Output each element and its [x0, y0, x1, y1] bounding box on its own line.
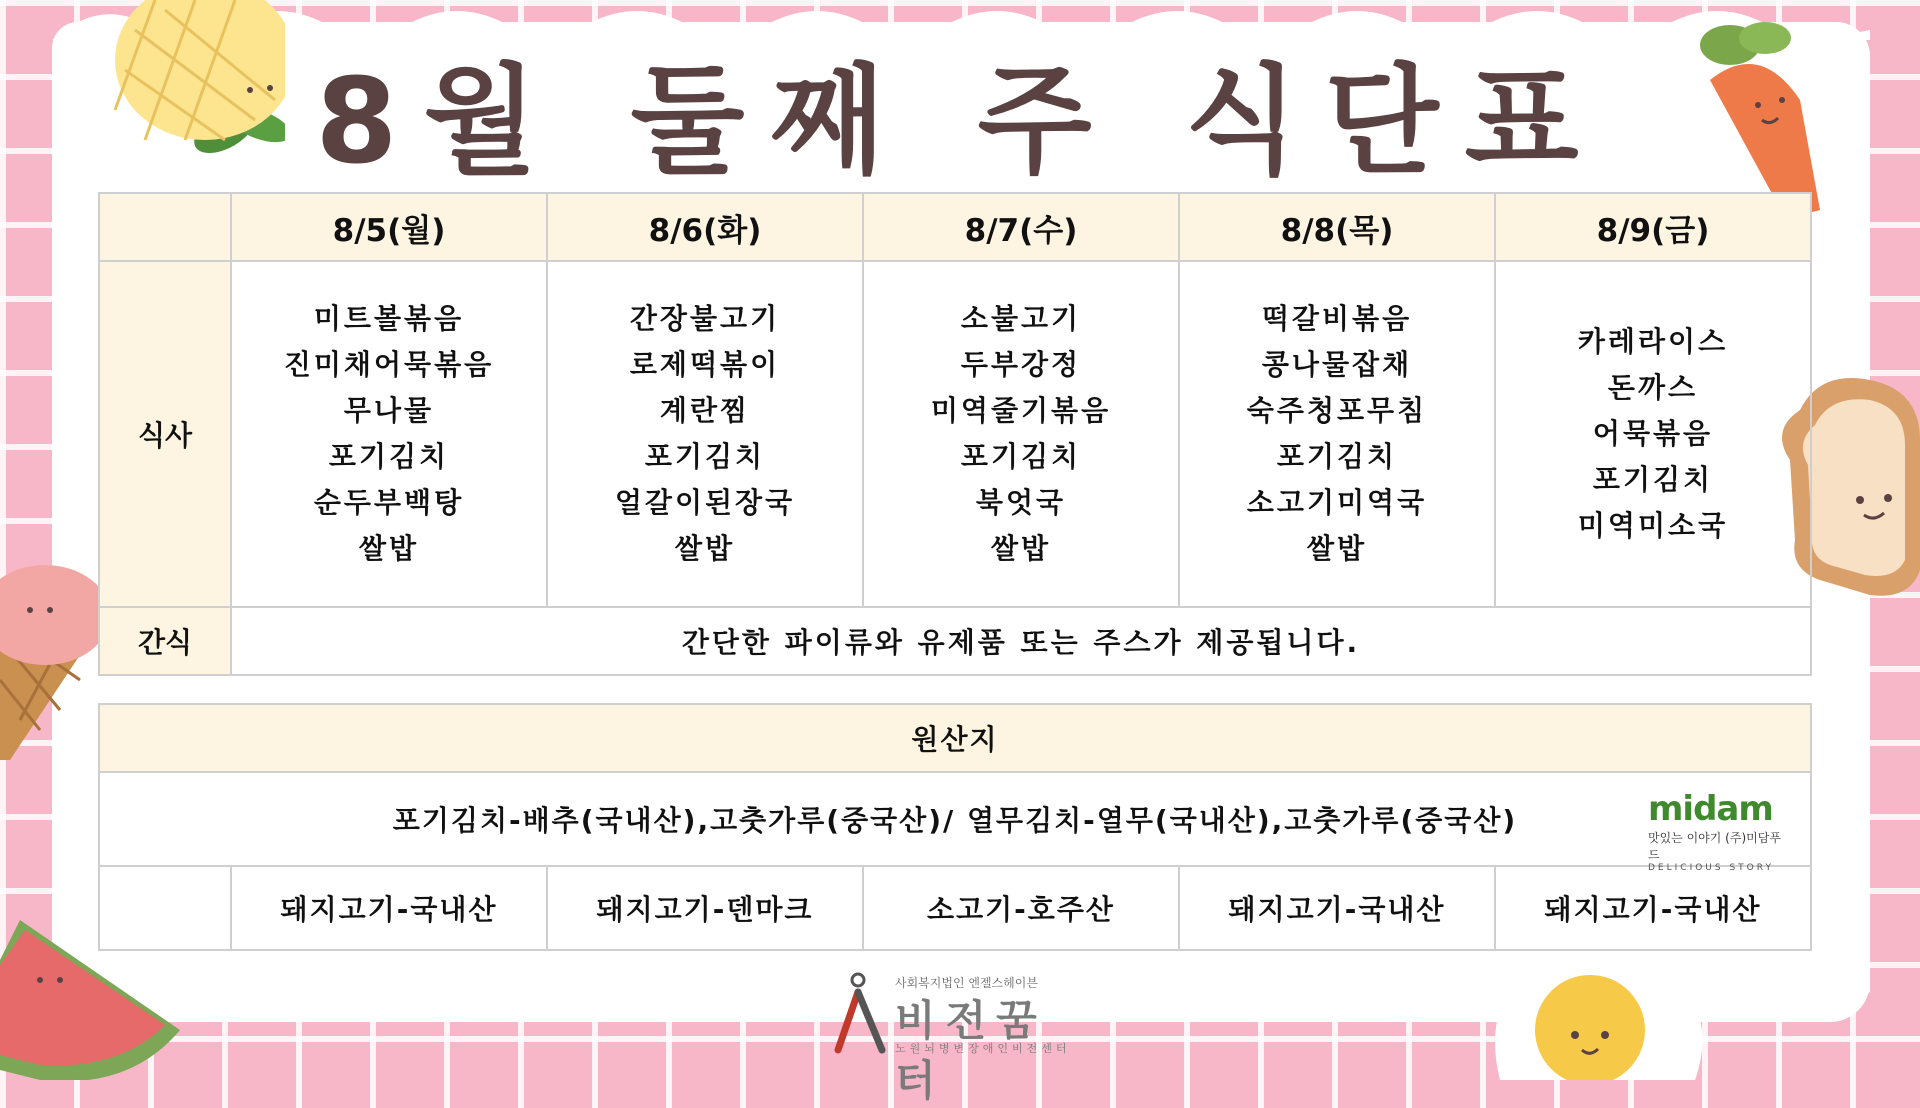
origin-kimchi-row: [99, 772, 1811, 866]
menu-item: 쌀밥: [990, 532, 1052, 565]
midam-logo-tagline: 맛있는 이야기 (주)미담푸드: [1648, 831, 1781, 862]
kimchi-origin-text: 포기김치-배추(국내산),고춧가루(중국산)/ 열무김치-열무(국내산),고춧가루(중국산): [392, 804, 1518, 837]
menu-item: 소고기미역국: [1246, 486, 1428, 519]
weekly-menu-table: [98, 192, 1812, 676]
day-header-fri: 8/9(금): [1495, 193, 1811, 261]
menu-item: 쌀밥: [674, 532, 736, 565]
page-title: 8월 둘째 주 식단표: [315, 52, 1605, 190]
origin-meat-row: [99, 866, 1811, 950]
meal-cell-fri: [1495, 261, 1811, 607]
menu-item: 포기김치: [328, 440, 450, 473]
meal-row-label: 식사: [99, 261, 231, 607]
menu-item: 포기김치: [644, 440, 766, 473]
menu-item: 진미채어묵볶음: [283, 348, 495, 381]
origin-header-row: [99, 704, 1811, 772]
meat-origin-wed: 소고기-호주산: [863, 866, 1179, 950]
meal-cell-wed: [863, 261, 1179, 607]
menu-item: 미역미소국: [1577, 509, 1729, 542]
menu-item: 계란찜: [659, 394, 751, 427]
day-header-mon: 8/5(월): [231, 193, 547, 261]
midam-logo-wordmark: midam: [1648, 789, 1773, 829]
menu-item: 얼갈이된장국: [614, 486, 796, 519]
menu-item: 포기김치: [1276, 440, 1398, 473]
menu-item: 무나물: [343, 394, 435, 427]
day-header-tue: 8/6(화): [547, 193, 863, 261]
footer-org-name: 사회복지법인 엔젤스헤이븐: [895, 976, 1038, 990]
menu-item: 포기김치: [1592, 463, 1714, 496]
meat-origin-fri: 돼지고기-국내산: [1495, 866, 1811, 950]
menu-item: 소불고기: [960, 302, 1082, 335]
corner-cell: [99, 193, 231, 261]
midam-logo: [1648, 789, 1788, 873]
meal-cell-thu: [1179, 261, 1495, 607]
snack-description: 간단한 파이류와 유제품 또는 주스가 제공됩니다.: [231, 607, 1811, 675]
menu-item: 쌀밥: [1306, 532, 1368, 565]
meal-row: [99, 261, 1811, 607]
origin-meat-label-cell: [99, 866, 231, 950]
menu-item: 콩나물잡채: [1261, 348, 1413, 381]
footer-sub-name: 노원뇌병변장애인비전센터: [895, 1042, 1071, 1055]
meal-cell-tue: [547, 261, 863, 607]
snack-row-label: 간식: [99, 607, 231, 675]
menu-header-row: [99, 193, 1811, 261]
menu-item: 떡갈비볶음: [1261, 302, 1413, 335]
menu-item: 순두부백탕: [313, 486, 465, 519]
meat-origin-tue: 돼지고기-덴마크: [547, 866, 863, 950]
menu-item: 로제떡볶이: [629, 348, 781, 381]
menu-item: 쌀밥: [358, 532, 420, 565]
meat-origin-thu: 돼지고기-국내산: [1179, 866, 1495, 950]
footer-brand-name: 비전꿈터: [895, 996, 1047, 1105]
menu-item: 포기김치: [960, 440, 1082, 473]
menu-item: 간장불고기: [629, 302, 781, 335]
origin-table: [98, 703, 1812, 951]
person-logo-icon: [830, 970, 890, 1060]
menu-item: 숙주청포무침: [1246, 394, 1428, 427]
snack-row: [99, 607, 1811, 675]
menu-item: 어묵볶음: [1592, 417, 1714, 450]
origin-title: 원산지: [99, 704, 1811, 772]
menu-item: 북엇국: [975, 486, 1067, 519]
menu-item: 미역줄기볶음: [930, 394, 1112, 427]
origin-kimchi-cell: [99, 772, 1811, 873]
meal-cell-mon: [231, 261, 547, 607]
menu-item: 돈까스: [1607, 371, 1699, 404]
menu-item: 두부강정: [960, 348, 1082, 381]
menu-item: 미트볼볶음: [313, 302, 465, 335]
midam-logo-slogan: DELICIOUS STORY: [1648, 863, 1774, 873]
day-header-thu: 8/8(목): [1179, 193, 1495, 261]
vision-dream-logo: [830, 970, 1090, 1105]
meat-origin-mon: 돼지고기-국내산: [231, 866, 547, 950]
menu-item: 카레라이스: [1577, 325, 1729, 358]
day-header-wed: 8/7(수): [863, 193, 1179, 261]
